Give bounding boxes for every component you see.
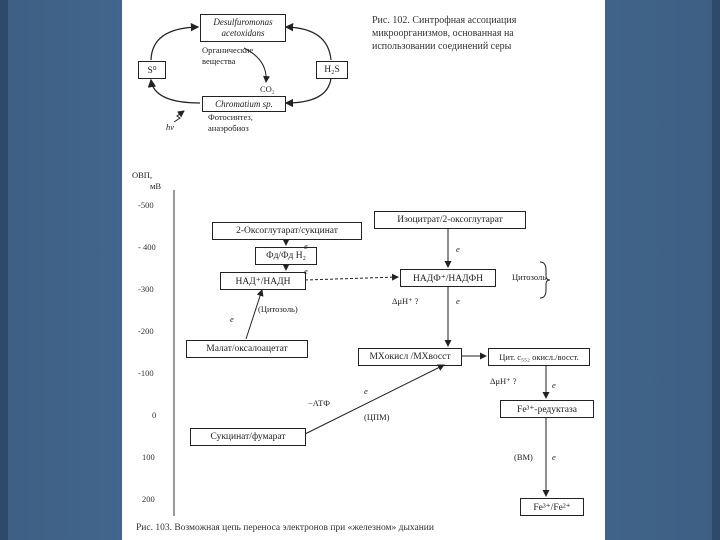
oxoglutarate-label: 2-Оксоглутарат/сукцинат <box>236 226 338 236</box>
organic-line-2: вещества <box>202 56 236 66</box>
nadp-label: НАДФ⁺/НАДФН <box>413 273 483 284</box>
cycle-arrow-upper-right <box>286 27 331 60</box>
malate-to-nad-arrow <box>246 290 262 339</box>
electron-label: e <box>364 386 368 396</box>
atf-label: −АТФ <box>308 398 330 408</box>
cpm-label: (ЦПМ) <box>364 412 390 422</box>
electron-label: e <box>456 244 460 254</box>
axis-tick-label: -500 <box>138 200 154 210</box>
cytosol-right-label: Цитозоль <box>512 272 547 282</box>
organic-to-co2-arrow <box>244 48 266 82</box>
cytosol-left-label: (Цитозоль) <box>258 304 298 314</box>
caption-102-line-2: микроорганизмов, основанная на <box>372 28 514 39</box>
hv-label: hν <box>166 122 175 132</box>
nad-label: НАД⁺/НАДН <box>235 276 291 287</box>
axis-title-line-2: мВ <box>150 181 162 191</box>
bm-label: (ВМ) <box>514 452 533 462</box>
malate-label: Малат/оксалоацетат <box>206 344 288 354</box>
electron-label: e <box>552 452 556 462</box>
electron-label: e <box>304 241 308 251</box>
electron-label: e <box>456 296 460 306</box>
desulfuromonas-line-1: Desulfuromonas <box>213 17 273 27</box>
isocitrate-label: Изоцитрат/2-оксоглутарат <box>397 215 503 225</box>
mx-label: MXокисл /MXвосст <box>369 352 451 362</box>
axis-tick-label: 0 <box>152 410 157 420</box>
light-arrow <box>174 111 184 122</box>
h2s-label: H₂S <box>324 65 340 75</box>
axis-tick-label: 200 <box>142 494 155 504</box>
cytosol-bracket <box>540 262 550 298</box>
slide-frame-right <box>712 0 720 540</box>
cycle-arrow-upper-left <box>151 27 198 60</box>
electron-label: e <box>304 266 308 276</box>
fe-label: Fe³⁺/Fe²⁺ <box>533 502 571 513</box>
cytochrome-label: Цит. c₅₅₂ окисл./восст. <box>499 352 579 362</box>
caption-102-line-3: использовании соединений серы <box>372 41 512 52</box>
desulfuromonas-line-2: acetoxidans <box>221 28 265 38</box>
axis-tick-label: 100 <box>142 452 155 462</box>
s0-label: S⁰ <box>147 65 157 76</box>
dmh-label-1: ΔμH⁺ ? <box>392 296 419 306</box>
scanned-page <box>122 0 605 540</box>
slide-frame-left <box>0 0 8 540</box>
chromatium-label: Chromatium sp. <box>215 99 273 109</box>
nad-to-nadp-arrow <box>305 277 398 280</box>
axis-tick-label: -100 <box>138 368 154 378</box>
photosynthesis-line-1: Фотосинтез, <box>208 112 253 122</box>
succinate-to-mx-arrow <box>305 365 444 434</box>
axis-tick-label: -300 <box>138 284 154 294</box>
fd-label: Фд/Фд H₂ <box>266 251 306 261</box>
electron-label: e <box>230 314 234 324</box>
axis-tick-label: - 400 <box>138 242 156 252</box>
axis-title-line-1: ОВП, <box>132 170 153 180</box>
co2-label: CO₂ <box>260 84 275 94</box>
organic-line-1: Органические <box>202 45 254 55</box>
reductase-label: Fe³⁺-редуктаза <box>517 404 577 415</box>
diagram-lines <box>122 0 605 540</box>
axis-tick-label: -200 <box>138 326 154 336</box>
cycle-arrow-lower-right <box>286 78 331 103</box>
electron-label: e <box>552 380 556 390</box>
caption-102-line-1: Рис. 102. Синтрофная ассоциация <box>372 15 517 26</box>
cycle-arrow-lower-left <box>151 80 200 103</box>
photosynthesis-line-2: анаэробиоз <box>208 123 249 133</box>
dmh-label-2: ΔμH⁺ ? <box>490 376 517 386</box>
figure-103-caption: Рис. 103. Возможная цепь переноса электронов при «железном» дыхании <box>136 523 434 533</box>
succinate-label: Сукцинат/фумарат <box>210 432 286 442</box>
